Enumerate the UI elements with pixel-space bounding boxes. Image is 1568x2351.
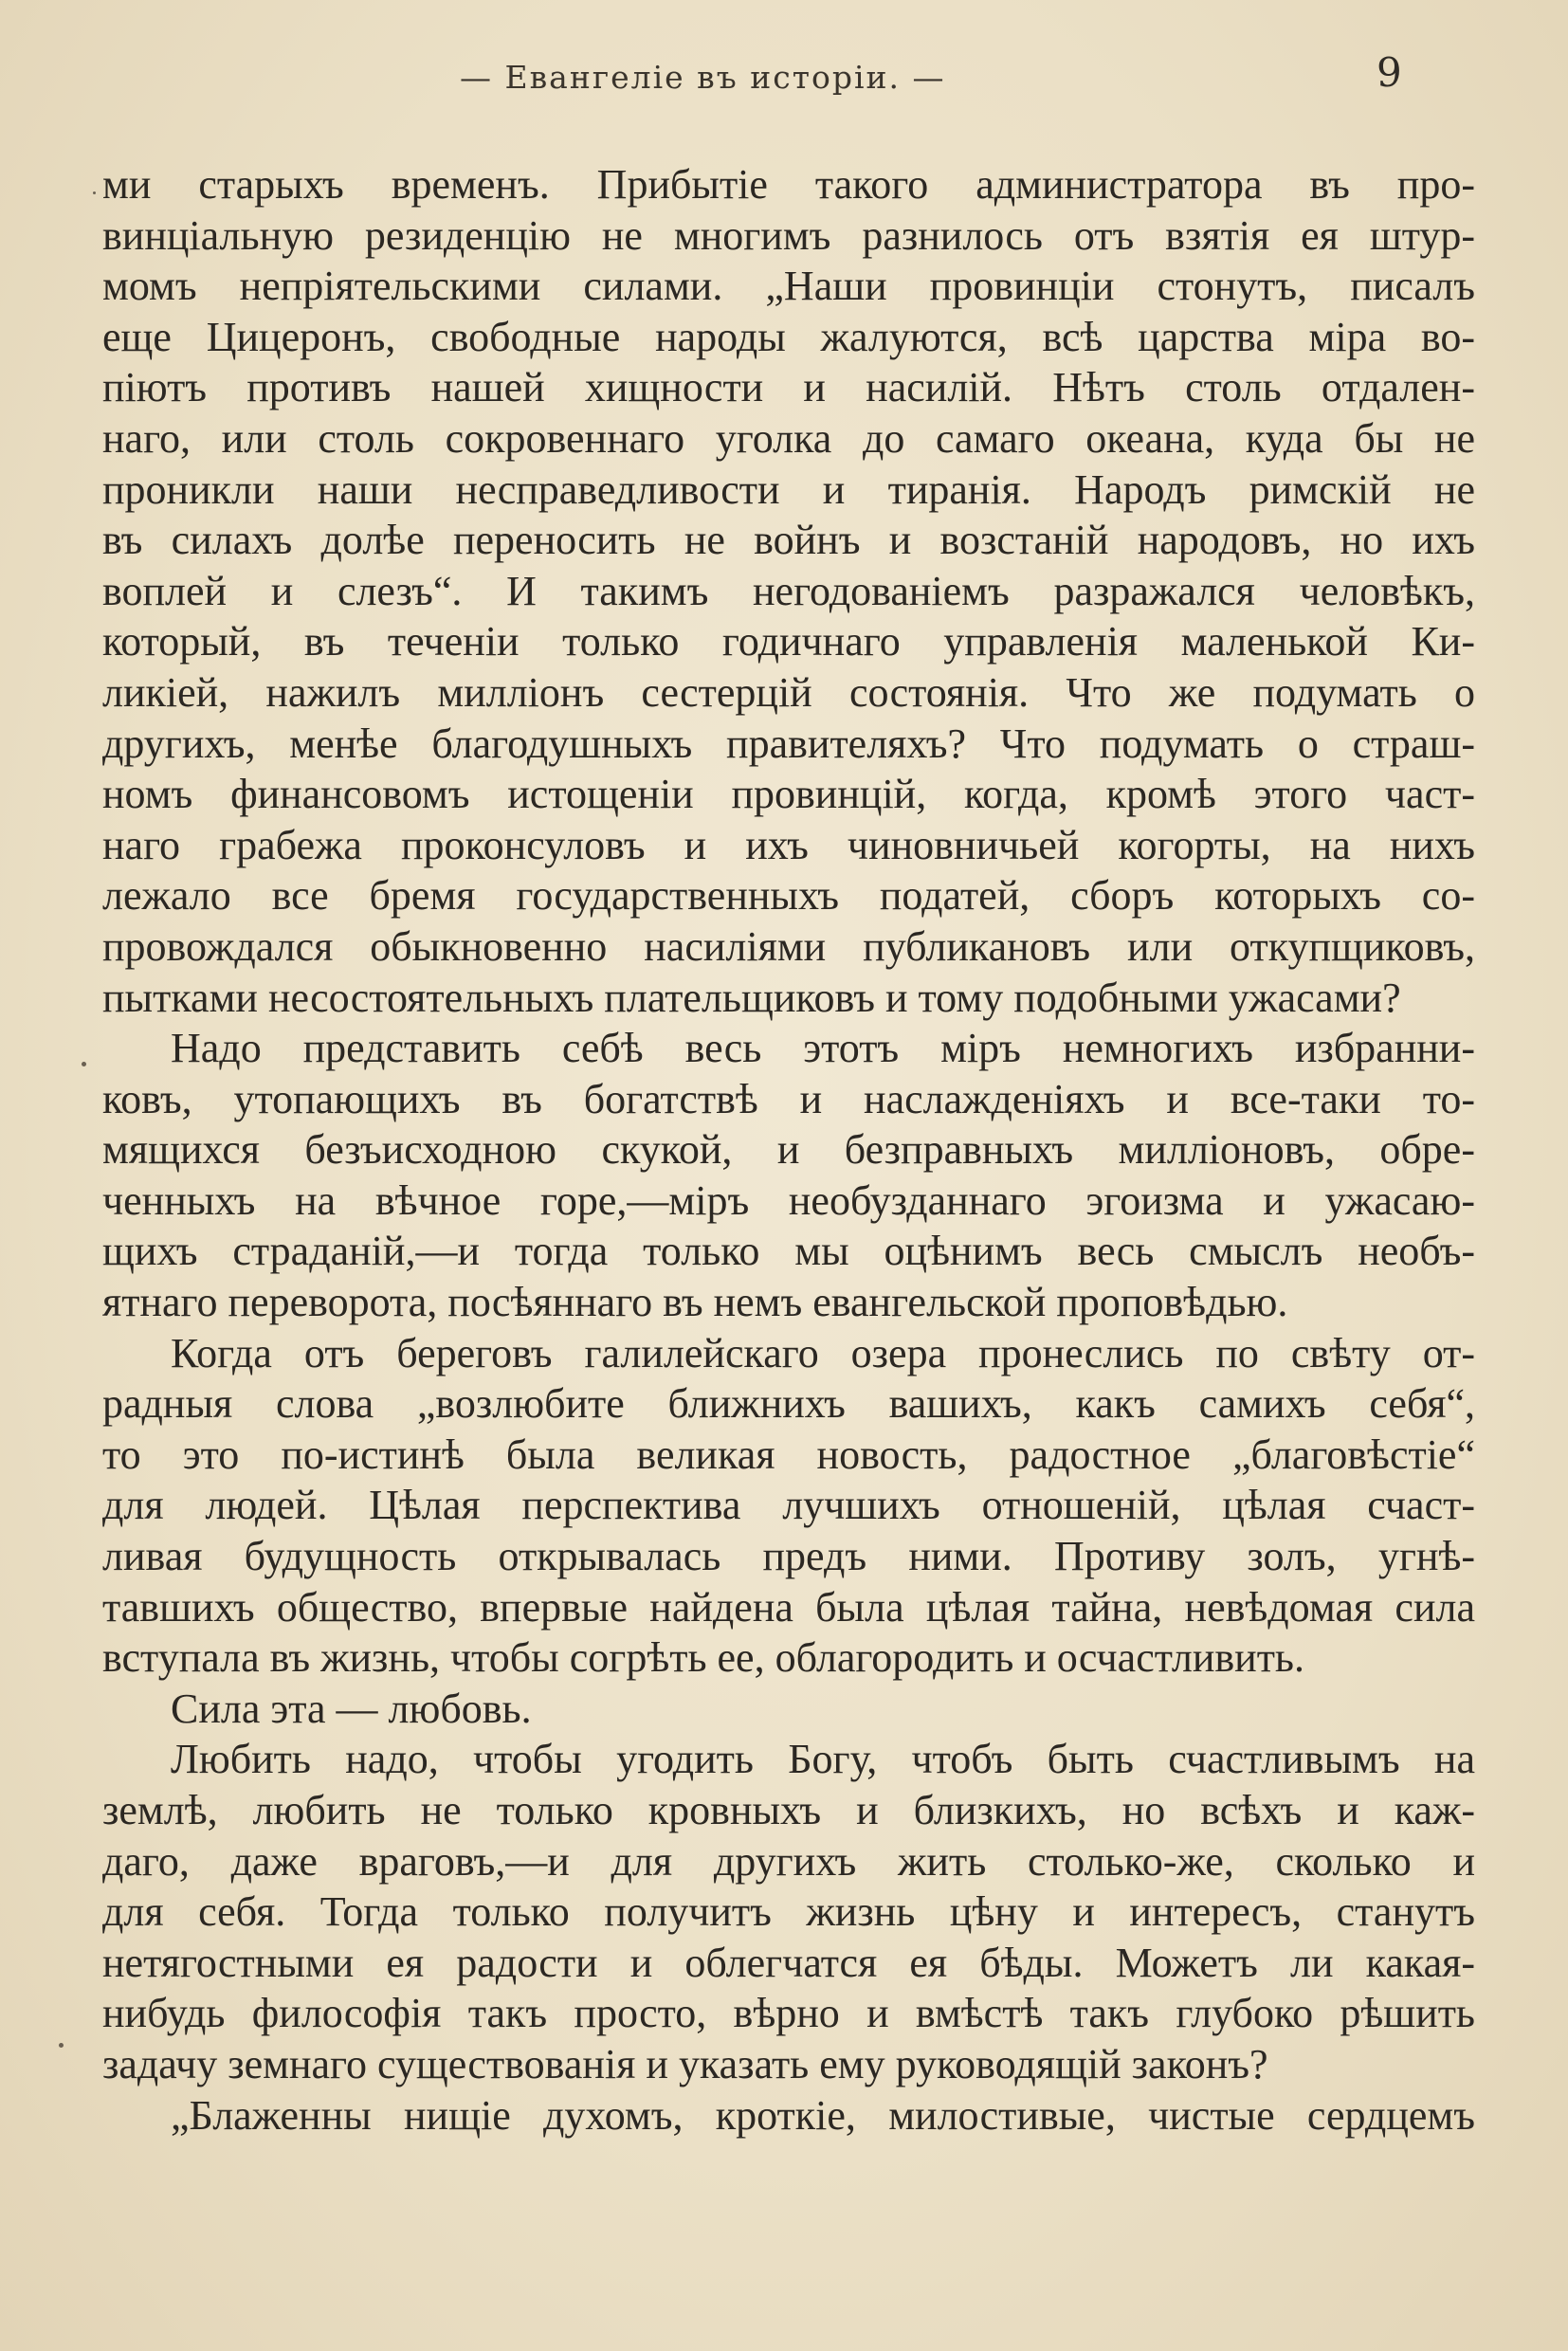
text-line: нибудь философія такъ просто, вѣрно и вмѣстѣ такъ глубоко рѣшить bbox=[102, 1990, 1475, 2037]
paragraph-first-line: Надо представить себѣ весь этотъ міръ немногихъ избранни- bbox=[171, 1025, 1475, 1072]
text-line: піютъ противъ нашей хищности и насилій. Нѣтъ столь отдален- bbox=[102, 364, 1475, 411]
paragraph-last-line: задачу земнаго существованія и указать ему руководящій законъ? bbox=[102, 2040, 1268, 2087]
text-line: проникли наши несправедливости и тиранія. Народъ римскій не bbox=[102, 465, 1475, 513]
text-line: нетягостными ея радости и облегчатся ея бѣды. Можетъ ли какая- bbox=[102, 1939, 1475, 1986]
paragraph-last-line: пытками несостоятельныхъ плательщиковъ и тому подобными ужасами? bbox=[102, 974, 1401, 1021]
text-line: лежало все бремя государственныхъ податей, сборъ которыхъ со- bbox=[102, 872, 1475, 920]
text-line: мящихся безъисходною скукой, и безправныхъ милліоновъ, обре- bbox=[102, 1126, 1475, 1174]
text-line: радныя слова „возлюбите ближнихъ вашихъ, какъ самихъ себя“, bbox=[102, 1380, 1475, 1428]
text-line: наго, или столь сокровеннаго уголка до самаго океана, куда бы не bbox=[102, 414, 1475, 462]
text-line: провождался обыкновенно насиліями публикановъ или откупщиковъ, bbox=[102, 922, 1475, 970]
paragraph-first-line: „Блаженны нищіе духомъ, кроткіе, милостивые, чистые сердцемъ bbox=[171, 2091, 1475, 2139]
text-line: наго грабежа проконсуловъ и ихъ чиновничьей когорты, на нихъ bbox=[102, 821, 1475, 868]
text-line: ченныхъ на вѣчное горе,—міръ необузданнаго эгоизма и ужасаю- bbox=[102, 1176, 1475, 1224]
text-line: ливая будущность открывалась предъ ними. Противу золъ, угнѣ- bbox=[102, 1533, 1475, 1580]
page-number: 9 bbox=[1377, 49, 1402, 96]
text-line: номъ финансовомъ истощеніи провинцій, когда, кромѣ этого част- bbox=[102, 771, 1475, 818]
text-line: щихъ страданій,—и тогда только мы оцѣнимъ весь смыслъ необъ- bbox=[102, 1228, 1475, 1275]
text-line: который, въ теченіи только годичнаго управленія маленькой Ки- bbox=[102, 618, 1475, 665]
text-line: ковъ, утопающихъ въ богатствѣ и наслажденіяхъ и все-таки то- bbox=[102, 1075, 1475, 1122]
running-title: — Евангеліе въ исторіи. — bbox=[460, 59, 946, 96]
ink-speck bbox=[93, 191, 96, 194]
text-line: тавшихъ общество, впервые найдена была цѣлая тайна, невѣдомая сила bbox=[102, 1583, 1475, 1631]
text-line: воплей и слезъ“. И такимъ негодованіемъ разражался человѣкъ, bbox=[102, 567, 1475, 614]
paragraph-single-line: Сила эта — любовь. bbox=[171, 1685, 532, 1732]
text-line: землѣ, любить не только кровныхъ и близкихъ, но всѣхъ и каж- bbox=[102, 1787, 1475, 1833]
ink-speck bbox=[59, 2043, 64, 2048]
text-line: ми старыхъ временъ. Прибытіе такого администратора въ про- bbox=[102, 161, 1475, 208]
paragraph-last-line: вступала въ жизнь, чтобы согрѣть ее, облагородить и осчастливить. bbox=[102, 1634, 1304, 1682]
text-line: то это по-истинѣ была великая новость, радостное „благовѣстіе“ bbox=[102, 1431, 1475, 1478]
text-line: для людей. Цѣлая перспектива лучшихъ отношеній, цѣлая счаст- bbox=[102, 1482, 1475, 1529]
text-line: момъ непріятельскими силами. „Наши провинціи стонутъ, писалъ bbox=[102, 263, 1475, 310]
text-line: для себя. Тогда только получитъ жизнь цѣну и интересъ, станутъ bbox=[102, 1888, 1475, 1936]
text-line: еще Цицеронъ, свободные народы жалуются, всѣ царства міра во- bbox=[102, 313, 1475, 360]
page-header bbox=[0, 46, 1568, 102]
text-line: другихъ, менѣе благодушныхъ правителяхъ? Что подумать о страш- bbox=[102, 720, 1475, 767]
text-line: винціальную резиденцію не многимъ разнилось отъ взятія ея штур- bbox=[102, 211, 1475, 259]
text-line: въ силахъ долѣе переносить не войнъ и возстаній народовъ, но ихъ bbox=[102, 517, 1475, 564]
text-line: даго, даже враговъ,—и для другихъ жить столько-же, сколько и bbox=[102, 1837, 1475, 1885]
paragraph-first-line: Любить надо, чтобы угодить Богу, чтобъ быть счастливымъ на bbox=[171, 1736, 1475, 1783]
paragraph-last-line: ятнаго переворота, посѣяннаго въ немъ евангельской проповѣдью. bbox=[102, 1279, 1288, 1326]
paragraph-first-line: Когда отъ береговъ галилейскаго озера пронеслись по свѣту от- bbox=[171, 1329, 1475, 1376]
text-line: ликіей, нажилъ милліонъ сестерцій состоянія. Что же подумать о bbox=[102, 668, 1475, 716]
body-text bbox=[102, 159, 1475, 2141]
ink-speck bbox=[82, 1062, 86, 1066]
